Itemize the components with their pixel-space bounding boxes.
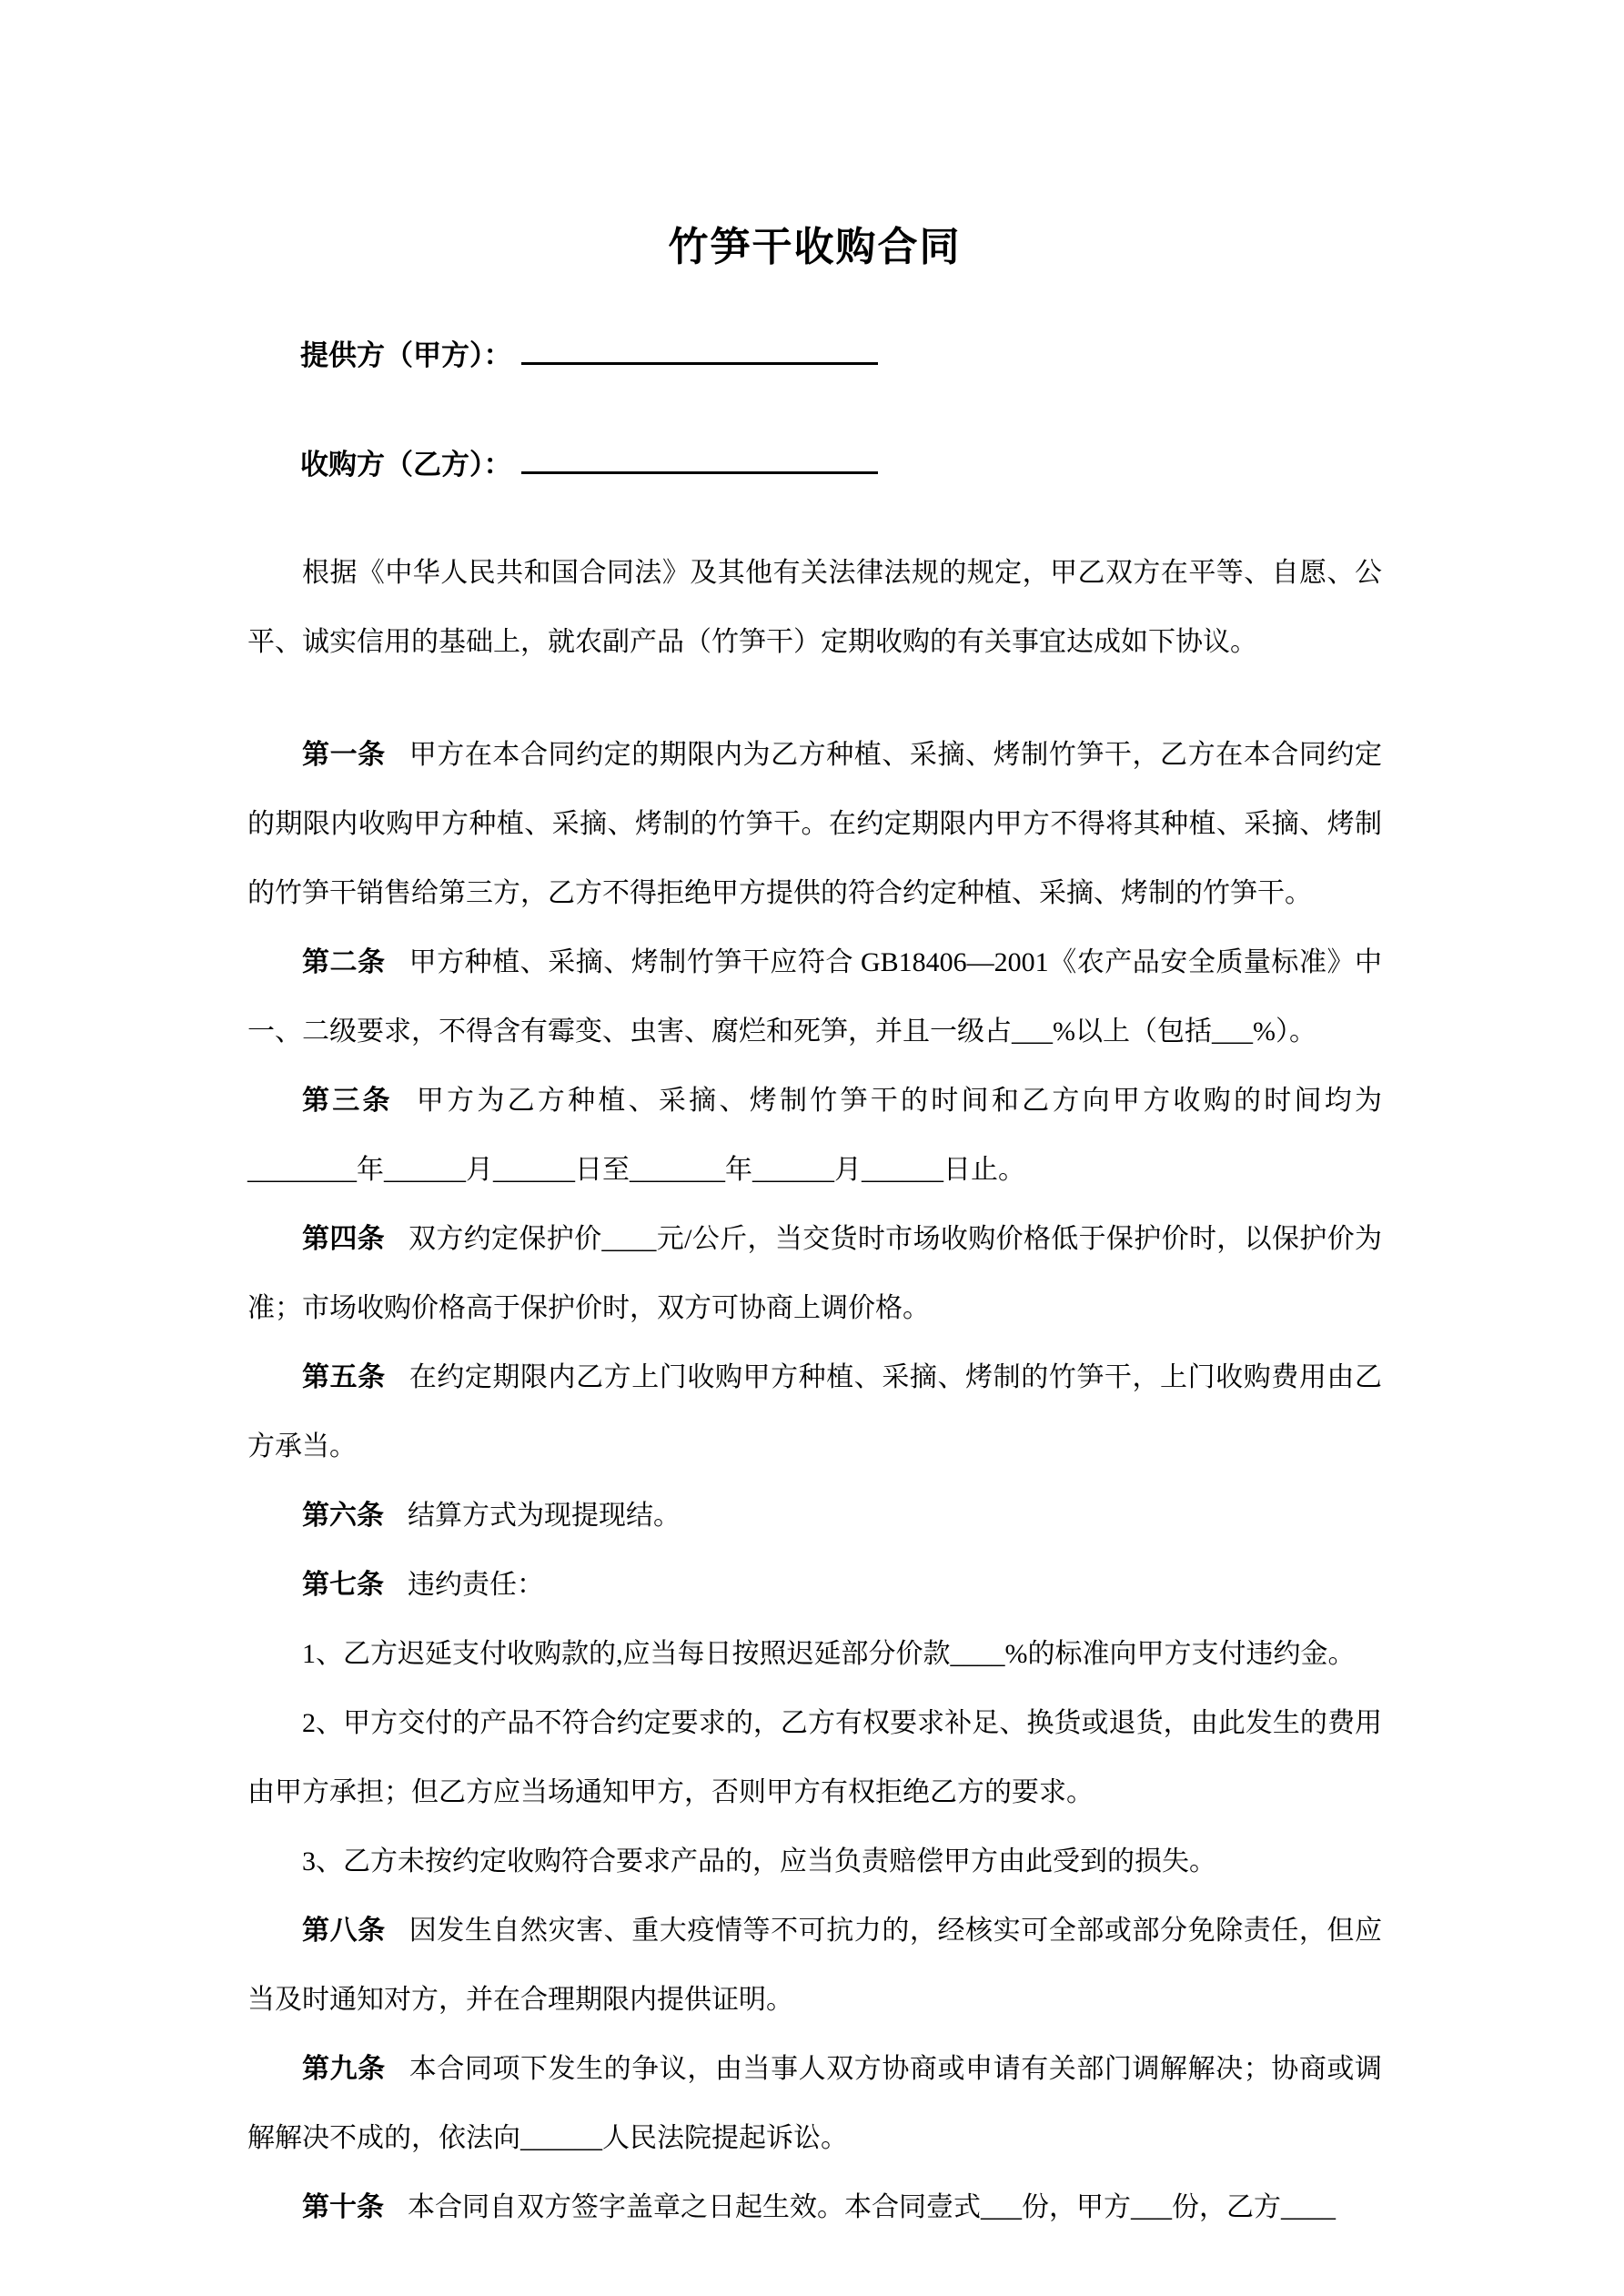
clause-10 — [247, 2173, 1382, 2242]
clause-4-text: 双方约定保护价____元/公斤，当交货时市场收购价格低于保护价时，以保护价为准；市场收购价格高于保护价时，双方可协商上调价格。 — [247, 1224, 1382, 1323]
party-a-blank — [521, 331, 878, 365]
clause-3 — [247, 1067, 1382, 1205]
clause-7-item-1-text: 1、乙方迟延支付收购款的,应当每日按照迟延部分价款____%的标准向甲方支付违约金。 — [302, 1639, 1356, 1669]
clause-8-number: 第八条 — [302, 1916, 386, 1946]
clause-6 — [247, 1482, 1382, 1551]
clause-2-text: 甲方种植、采摘、烤制竹笋干应符合 GB18406—2001《农产品安全质量标准》中一、二级要求，不得含有霉变、虫害、腐烂和死笋，并且一级占___%以上（包括___%）。 — [247, 947, 1382, 1047]
clause-4 — [247, 1205, 1382, 1343]
clause-6-text: 结算方式为现提现结。 — [408, 1501, 681, 1531]
clause-3-text: 甲方为乙方种植、采摘、烤制竹笋干的时间和乙方向甲方收购的时间均为________年______月______日至_______年______月______日止。 — [247, 1086, 1383, 1185]
contract-title: 竹笋干收购合同 — [668, 225, 962, 269]
clause-2-number: 第二条 — [302, 947, 386, 977]
clause-7-item-2 — [247, 1689, 1382, 1827]
clause-5 — [247, 1343, 1382, 1482]
party-b-blank — [521, 440, 878, 474]
clause-1-number: 第一条 — [302, 740, 386, 770]
clause-1 — [247, 721, 1382, 928]
clause-8 — [247, 1896, 1382, 2035]
clause-5-text: 在约定期限内乙方上门收购甲方种植、采摘、烤制的竹笋干，上门收购费用由乙方承当。 — [247, 1362, 1382, 1462]
clause-7-item-2-text: 2、甲方交付的产品不符合约定要求的，乙方有权要求补足、换货或退货，由此发生的费用由甲方承担；但乙方应当场通知甲方，否则甲方有权拒绝乙方的要求。 — [247, 1708, 1382, 1807]
clause-10-number: 第十条 — [302, 2192, 384, 2222]
intro-paragraph: 根据《中华人民共和国合同法》及其他有关法律法规的规定，甲乙双方在平等、自愿、公平、诚实信用的基础上，就农副产品（竹笋干）定期收购的有关事宜达成如下协议。 — [247, 558, 1382, 657]
clause-7-item-3-text: 3、乙方未按约定收购符合要求产品的，应当负责赔偿甲方由此受到的损失。 — [302, 1846, 1216, 1876]
party-b-label: 收购方（乙方）： — [300, 449, 512, 480]
clause-3-number: 第三条 — [302, 1086, 393, 1116]
party-b-row — [300, 430, 1382, 501]
clause-7-item-1 — [247, 1620, 1382, 1689]
clause-7-number: 第七条 — [302, 1570, 384, 1600]
clause-9-number: 第九条 — [302, 2054, 386, 2084]
clause-1-text: 甲方在本合同约定的期限内为乙方种植、采摘、烤制竹笋干，乙方在本合同约定的期限内收购甲方种植、采摘、烤制的竹笋干。在约定期限内甲方不得将其种植、采摘、烤制的竹笋干销售给第三方，乙方不得拒绝甲方提供的符合约定种植、采摘、烤制的竹笋干。 — [247, 740, 1382, 908]
clause-7-item-3 — [247, 1827, 1382, 1896]
clause-10-text: 本合同自双方签字盖章之日起生效。本合同壹式___份，甲方___份，乙方____ — [408, 2192, 1336, 2222]
party-a-row — [300, 320, 1382, 391]
clause-7 — [247, 1551, 1382, 1620]
clause-7-text: 违约责任： — [408, 1570, 544, 1600]
clause-9 — [247, 2035, 1382, 2173]
clause-2 — [247, 928, 1382, 1067]
clause-4-number: 第四条 — [302, 1224, 386, 1254]
clause-9-text: 本合同项下发生的争议，由当事人双方协商或申请有关部门调解解决；协商或调解解决不成的，依法向______人民法院提起诉讼。 — [247, 2054, 1382, 2153]
clause-8-text: 因发生自然灾害、重大疫情等不可抗力的，经核实可全部或部分免除责任，但应当及时通知对方，并在合理期限内提供证明。 — [247, 1916, 1382, 2015]
clause-5-number: 第五条 — [302, 1362, 386, 1392]
party-a-label: 提供方（甲方）： — [300, 339, 512, 371]
clause-6-number: 第六条 — [302, 1501, 384, 1531]
